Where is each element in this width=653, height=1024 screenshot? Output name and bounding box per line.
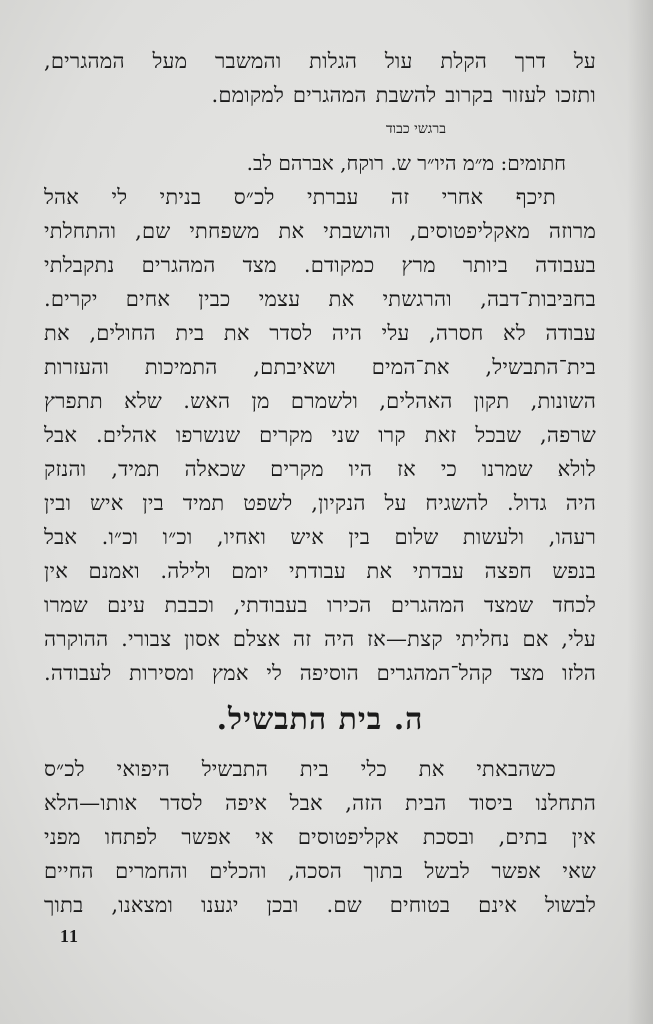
text-line: עלי, אם נחליתי קצת—אז היה זה אצלם אסון צבורי. ההוקרה (44, 627, 596, 651)
text-line: שרפה, שבכל זאת קרו שני מקרים שנשרפו אהלים. אבל (44, 423, 596, 447)
section-text (44, 752, 596, 922)
text-line: התחלנו ביסוד הבית הזה, אבל איפה לסדר אותו—הלא (44, 791, 596, 815)
closing-phrase: ברגשי כבוד (385, 121, 446, 137)
text-line: תיכף אחרי זה עברתי לכ״ס בניתי לי אהל (44, 185, 556, 209)
text-line: השונות, תקון האהלים, ולשמרם מן האש. שלא תתפרץ (44, 389, 596, 413)
letter-text (44, 44, 596, 690)
text-line: היה גדול. להשגיח על הנקיון, לשפט תמיד בין איש ובין (44, 491, 596, 515)
text-line: לולא שמרנו כי אז היו מקרים שכאלה תמיד, והנזק (44, 457, 596, 481)
text-line: לבשול אינם בטוחים שם. ובכן יגענו ומצאנו, בתוך (44, 893, 596, 917)
text-line: לכחד שמצד המהגרים הכירו בעבודתי, וכבבת עינם שמרו (44, 593, 596, 617)
text-line: בעבודה ביותר מרץ כמקודם. מצד המהגרים נתקבלתי (44, 253, 596, 277)
text-line: הלזו מצד קהל־המהגרים הוסיפה לי אמץ ומסירות לעבודה. (44, 661, 596, 685)
signatories: חתומים: מ״מ היו״ר ש. רוקח, אברהם לב. (246, 151, 566, 175)
text-line: מרוזה מאקליפטוסים, והושבתי את משפחתי שם, והתחלתי (44, 219, 596, 243)
text-line: בית־התבשיל, את־המים ושאיבתם, התמיכות והעזרות (44, 355, 596, 379)
text-line: עבודה לא חסרה, עלי היה לסדר את בית החולים, את (44, 321, 596, 345)
section-heading: ה. בית התבשיל. (216, 702, 424, 737)
text-line: בנפש חפצה עבדתי את עבודתי יומם ולילה. ואמנם אין (44, 559, 596, 583)
text-line: אין בתים, ובסכת אקליפטוסים אי אפשר לפתחו מפני (44, 825, 596, 849)
text-line: ותזכו לעזור בקרוב להשבת המהגרים למקומם. (211, 83, 596, 107)
text-line: שאי אפשר לבשל בתוך הסכה, והכלים והחמרים החיים (44, 859, 596, 883)
text-line: בחבּיבות־דבה, והרגשתי את עצמי כבין אחים יקרים. (44, 287, 596, 311)
text-line: רעהו, ולעשות שלום בין איש ואחיו, וכ״ו וכ״ו. אבל (44, 525, 596, 549)
text-line: על דרך הקלת עול הגלות והמשבר מעל המהגרים, (44, 49, 596, 73)
page-number: 11 (60, 926, 80, 946)
text-line: כשהבאתי את כלי בית התבשיל היפואי לכ״ס (44, 757, 556, 781)
page-binding-shadow (627, 0, 653, 1024)
